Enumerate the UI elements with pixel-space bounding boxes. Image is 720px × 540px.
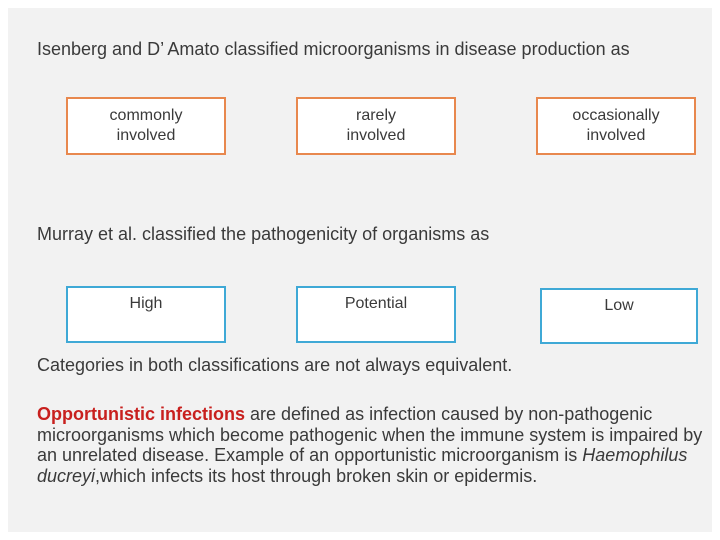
category-box-commonly-involved — [66, 97, 226, 155]
definition-paragraph — [37, 404, 712, 486]
box-label: Low — [604, 297, 634, 314]
box-label-line1: rarely — [355, 107, 396, 124]
box-label: Potential — [344, 295, 408, 312]
murray-heading: Murray et al. classified the pathogenicity of organisms as — [37, 224, 490, 244]
pathogenicity-box-potential — [296, 286, 456, 343]
definition-text-end: ,which infects its host through broken skin or epidermis. — [95, 465, 538, 486]
pathogenicity-box-high — [66, 286, 226, 343]
box-label: High — [129, 295, 163, 312]
species-name: Haemophilus ducreyi — [37, 445, 688, 486]
box-label-line2: involved — [346, 127, 406, 144]
category-box-occasionally-involved — [536, 97, 696, 155]
category-box-rarely-involved — [296, 97, 456, 155]
pathogenicity-box-low — [540, 288, 698, 344]
box-label-line2: involved — [116, 127, 176, 144]
equivalence-note: Categories in both classifications are not always equivalent. — [37, 355, 513, 375]
isenberg-heading: Isenberg and D’ Amato classified microorganisms in disease production as — [37, 39, 630, 59]
definition-text: are defined as infection caused by non-pathogenic microorganisms which become pathogenic when the immune system is impaired by an unrelated disease. Example of an opportunistic microorganism is — [37, 404, 703, 465]
box-label-line1: occasionally — [572, 107, 660, 124]
defined-term: Opportunistic infections — [37, 404, 246, 424]
box-label-line1: commonly — [109, 107, 183, 124]
box-label-line2: involved — [586, 127, 646, 144]
